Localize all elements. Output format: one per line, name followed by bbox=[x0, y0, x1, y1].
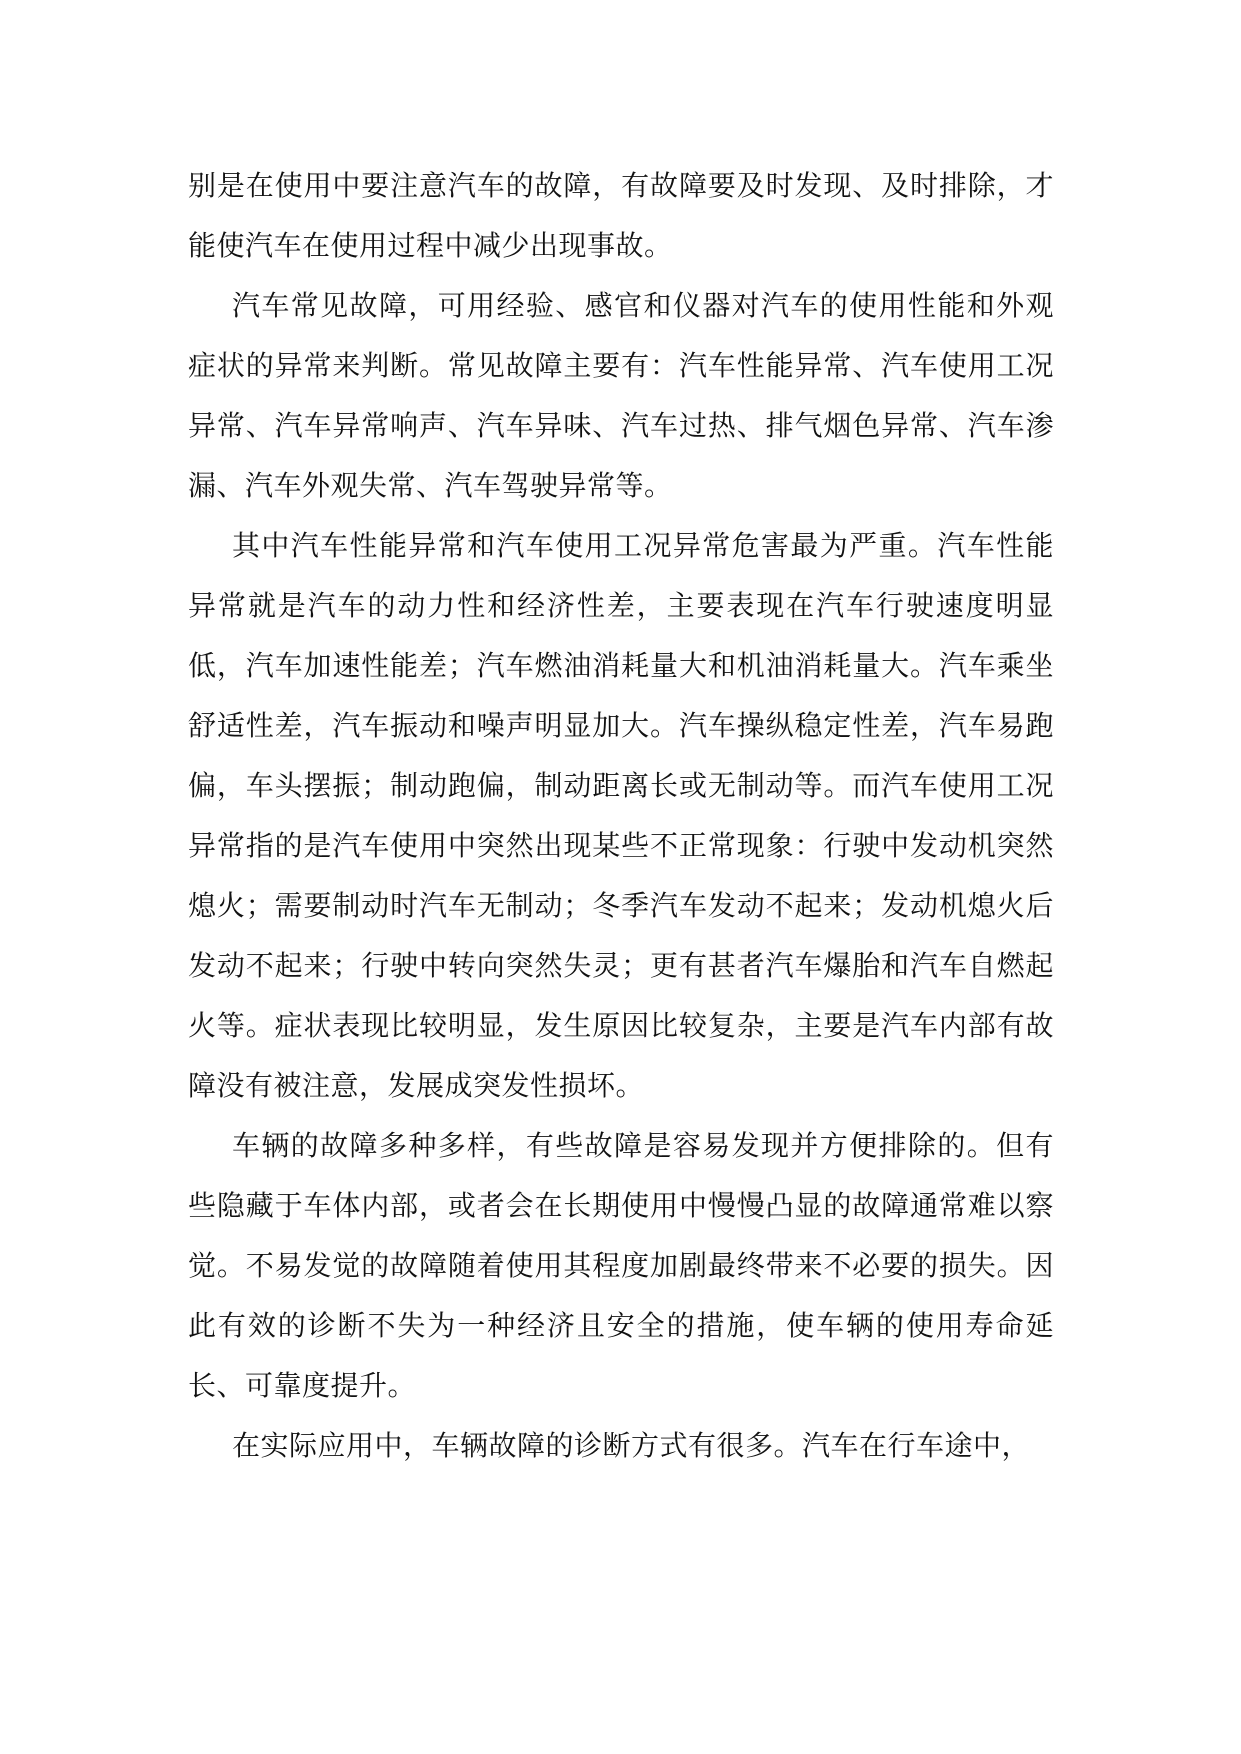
document-body bbox=[188, 156, 1054, 1476]
paragraph-3: 其中汽车性能异常和汽车使用工况异常危害最为严重。汽车性能异常就是汽车的动力性和经济性差，主要表现在汽车行驶速度明显低，汽车加速性能差；汽车燃油消耗量大和机油消耗量大。汽车乘坐舒适性差，汽车振动和噪声明显加大。汽车操纵稳定性差，汽车易跑偏，车头摆振；制动跑偏，制动距离长或无制动等。而汽车使用工况异常指的是汽车使用中突然出现某些不正常现象：行驶中发动机突然熄火；需要制动时汽车无制动；冬季汽车发动不起来；发动机熄火后发动不起来；行驶中转向突然失灵；更有甚者汽车爆胎和汽车自燃起火等。症状表现比较明显，发生原因比较复杂，主要是汽车内部有故障没有被注意，发展成突发性损坏。 bbox=[188, 529, 1054, 1102]
paragraph-2: 汽车常见故障，可用经验、感官和仪器对汽车的使用性能和外观症状的异常来判断。常见故障主要有：汽车性能异常、汽车使用工况异常、汽车异常响声、汽车异味、汽车过热、排气烟色异常、汽车渗漏、汽车外观失常、汽车驾驶异常等。 bbox=[188, 289, 1054, 502]
paragraph-5: 在实际应用中，车辆故障的诊断方式有很多。汽车在行车途中， bbox=[232, 1429, 1031, 1462]
paragraph-1: 别是在使用中要注意汽车的故障，有故障要及时发现、及时排除，才能使汽车在使用过程中减少出现事故。 bbox=[188, 169, 1054, 262]
paragraph-4: 车辆的故障多种多样，有些故障是容易发现并方便排除的。但有些隐藏于车体内部，或者会在长期使用中慢慢凸显的故障通常难以察觉。不易发觉的故障随着使用其程度加剧最终带来不必要的损失。因此有效的诊断不失为一种经济且安全的措施，使车辆的使用寿命延长、可靠度提升。 bbox=[188, 1129, 1054, 1402]
